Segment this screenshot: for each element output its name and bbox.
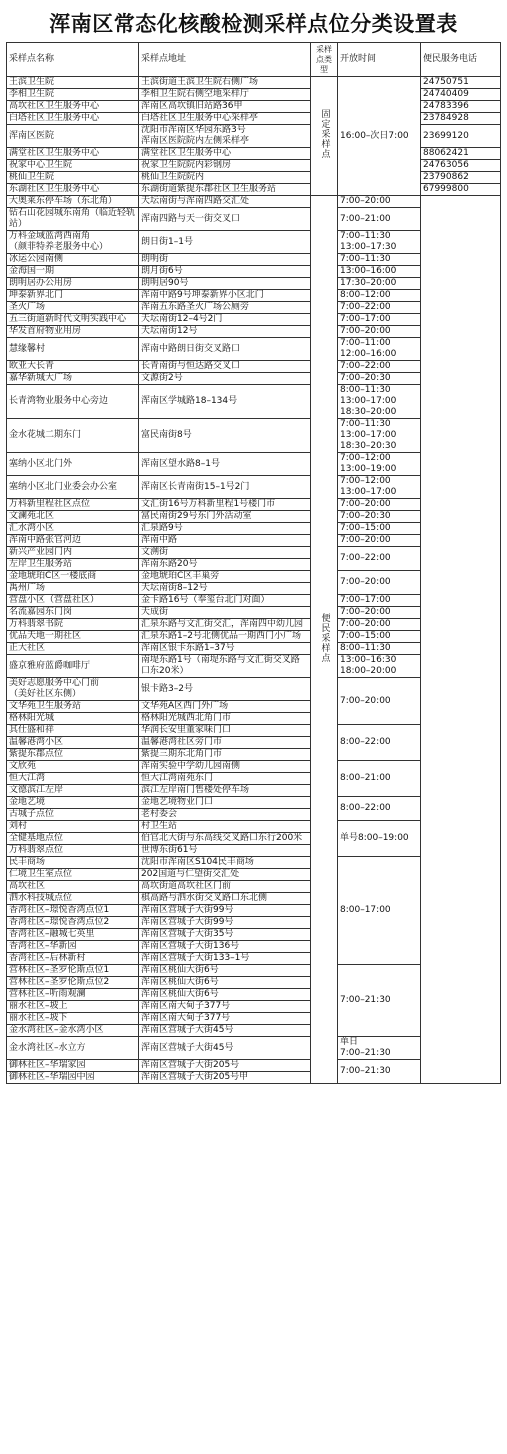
site-hours: 8:00–22:00 — [338, 725, 421, 761]
site-type-fixed — [311, 77, 338, 196]
site-name: 高坎社区卫生服务中心 — [7, 101, 139, 113]
site-phone: 24763056 — [421, 160, 501, 172]
table-body — [7, 77, 501, 1084]
site-address: 高坎街道高坎社区门前 — [139, 881, 311, 893]
table-row — [7, 172, 501, 184]
site-name: 塞纳小区北门外 — [7, 453, 139, 476]
site-hours: 7:00–20:00 — [338, 196, 421, 208]
site-hours: 7:00–20:00 — [338, 607, 421, 619]
site-address: 汇泉东路与文汇街交汇，浑南四中幼儿园 — [139, 619, 311, 631]
site-name: 正大社区 — [7, 643, 139, 655]
site-phone: 24750751 — [421, 77, 501, 89]
site-hours: 7:00–15:00 — [338, 631, 421, 643]
site-name: 满堂社区卫生服务中心 — [7, 148, 139, 160]
site-address: 浑南实验中学幼儿园南侧 — [139, 761, 311, 773]
site-address: 浑南区营城子大街45号 — [139, 1037, 311, 1060]
site-address: 格林阳光城西北角门市 — [139, 713, 311, 725]
site-hours: 单号8:00–19:00 — [338, 821, 421, 857]
header-name: 采样点名称 — [7, 43, 139, 77]
site-address: 文源街2号 — [139, 373, 311, 385]
table-row — [7, 113, 501, 125]
site-hours: 7:00–20:00 — [338, 571, 421, 595]
site-hours: 17:30–20:00 — [338, 278, 421, 290]
site-name: 营林社区–圣罗伦斯点位2 — [7, 977, 139, 989]
table-row — [7, 125, 501, 148]
site-address: 浑南区银卡东路1–37号 — [139, 643, 311, 655]
site-name: 塞纳小区北门业委会办公室 — [7, 476, 139, 499]
page-title: 浑南区常态化核酸检测采样点位分类设置表 — [49, 12, 458, 36]
site-phone-empty — [421, 196, 501, 1084]
site-name: 民丰商场 — [7, 857, 139, 869]
site-address: 天坛南街与浑南四路交汇处 — [139, 196, 311, 208]
site-name: 大奥莱东停车场（东北角） — [7, 196, 139, 208]
site-hours: 7:00–21:00 — [338, 208, 421, 231]
site-address: 金地琥珀C区丰巢旁 — [139, 571, 311, 583]
site-hours: 7:00–22:00 — [338, 302, 421, 314]
site-hours: 7:00–17:00 — [338, 314, 421, 326]
site-name: 香湾社区–后林新村 — [7, 953, 139, 965]
site-name: 紫提东郡点位 — [7, 749, 139, 761]
site-name: 美好志愿服务中心门前 （美好社区东侧） — [7, 678, 139, 701]
site-hours: 7:00–21:30 — [338, 965, 421, 1037]
site-name: 万科翡翠点位 — [7, 845, 139, 857]
site-name: 御林社区–华瑞家园 — [7, 1060, 139, 1072]
site-name: 汇水湾小区 — [7, 523, 139, 535]
site-address: 浑南区学城路18–134号 — [139, 385, 311, 419]
site-name: 营盘小区（营盘社区） — [7, 595, 139, 607]
site-name: 营林社区–听雨观澜 — [7, 989, 139, 1001]
header-phone: 便民服务电话 — [421, 43, 501, 77]
site-hours: 7:00–20:00 — [338, 619, 421, 631]
site-name: 盛京雅府蓝爵咖啡厅 — [7, 655, 139, 678]
site-address: 沈阳市浑南区华园东路3号 浑南区医院院内左侧采样亭 — [139, 125, 311, 148]
site-phone: 24783396 — [421, 101, 501, 113]
site-name: 左岸卫生服务站 — [7, 559, 139, 571]
site-name: 金地琥珀C区一楼底商 — [7, 571, 139, 583]
site-name: 全健基地点位 — [7, 833, 139, 845]
site-name: 桃仙卫生院 — [7, 172, 139, 184]
site-name: 泗水科技城点位 — [7, 893, 139, 905]
site-address: 朗明街 — [139, 254, 311, 266]
table-row — [7, 101, 501, 113]
site-name: 金海国一期 — [7, 266, 139, 278]
site-hours: 7:00–20:00 — [338, 326, 421, 338]
site-hours: 8:00–21:00 — [338, 761, 421, 797]
site-name: 华发首府物业用房 — [7, 326, 139, 338]
table-row — [7, 89, 501, 101]
site-hours: 7:00–12:00 13:00–19:00 — [338, 453, 421, 476]
site-address: 桃仙卫生院院内 — [139, 172, 311, 184]
site-address: 紫提三期东北角门市 — [139, 749, 311, 761]
site-address: 浑南区南大甸子377号 — [139, 1013, 311, 1025]
site-name: 御林社区–华瑞园中园 — [7, 1072, 139, 1084]
site-address: 浑南中路 — [139, 535, 311, 547]
site-address: 伯官北大街与东高线交叉路口东行200米 — [139, 833, 311, 845]
site-hours: 8:00–17:00 — [338, 857, 421, 965]
site-address: 浑南区营城子大街205号 — [139, 1060, 311, 1072]
site-hours: 7:00–11:30 — [338, 254, 421, 266]
site-address: 金卡路16号（奉玺台北门对面） — [139, 595, 311, 607]
site-hours: 7:00–20:00 — [338, 499, 421, 511]
table-row — [7, 148, 501, 160]
site-hours: 7:00–20:30 — [338, 373, 421, 385]
site-address: 浑南区营城子大街45号 — [139, 1025, 311, 1037]
site-name: 东湖社区卫生服务中心 — [7, 184, 139, 196]
site-hours: 7:00–22:00 — [338, 547, 421, 571]
site-name: 恒大江湾 — [7, 773, 139, 785]
site-name: 禹州广场 — [7, 583, 139, 595]
site-phone: 23784928 — [421, 113, 501, 125]
table-row — [7, 184, 501, 196]
table-row — [7, 160, 501, 172]
site-name: 嘉华新城大广场 — [7, 373, 139, 385]
table-header-row — [7, 43, 501, 77]
site-address: 祝家卫生院院内彩钢房 — [139, 160, 311, 172]
site-hours: 7:00–22:00 — [338, 361, 421, 373]
site-address: 浑南区营城子大街205号甲 — [139, 1072, 311, 1084]
site-name: 丽水社区–坡上 — [7, 1001, 139, 1013]
site-name: 香湾社区–璟悦香湾点位1 — [7, 905, 139, 917]
site-address: 浑南区高坎镇旧站路36甲 — [139, 101, 311, 113]
site-name: 祝家中心卫生院 — [7, 160, 139, 172]
site-address: 银卡路3–2号 — [139, 678, 311, 701]
site-name: 名流嘉园东门岗 — [7, 607, 139, 619]
site-name: 温馨港湾小区 — [7, 737, 139, 749]
site-address: 浑南四路与天一街交叉口 — [139, 208, 311, 231]
site-address: 朗明居90号 — [139, 278, 311, 290]
site-address: 浑南区营城子大街133–1号 — [139, 953, 311, 965]
site-address: 浑南东路20号 — [139, 559, 311, 571]
site-name: 浑南中路张官河边 — [7, 535, 139, 547]
site-address: 富民南街29号东门外活动室 — [139, 511, 311, 523]
site-address: 老村委会 — [139, 809, 311, 821]
site-address: 滨江左岸南门售楼处停车场 — [139, 785, 311, 797]
site-name: 坤泰新界北门 — [7, 290, 139, 302]
site-address: 金地艺境物业门口 — [139, 797, 311, 809]
site-address: 汇泉东路1–2号北侧优品一期西门小广场 — [139, 631, 311, 643]
site-address: 李相卫生院右侧空地采样厅 — [139, 89, 311, 101]
site-address: 浑南区桃仙大街6号 — [139, 977, 311, 989]
site-name: 圣火广场 — [7, 302, 139, 314]
site-address: 恒大江湾南苑东门 — [139, 773, 311, 785]
site-name: 香湾社区–璟悦香湾点位2 — [7, 917, 139, 929]
site-type-convenience — [311, 196, 338, 1084]
site-address: 202国道与仁望街交汇处 — [139, 869, 311, 881]
site-name: 其仕盛和祥 — [7, 725, 139, 737]
site-hours: 13:00–16:30 18:00–20:00 — [338, 655, 421, 678]
site-name: 万科翡翠书院 — [7, 619, 139, 631]
site-name: 金地艺境 — [7, 797, 139, 809]
site-address: 白塔社区卫生服务中心采样亭 — [139, 113, 311, 125]
site-hours: 7:00–21:30 — [338, 1060, 421, 1084]
header-hours: 开放时间 — [338, 43, 421, 77]
site-address: 南堤东路1号（南堤东路与文汇街交叉路口东20米） — [139, 655, 311, 678]
site-hours: 7:00–12:00 13:00–17:00 — [338, 476, 421, 499]
site-hours: 8:00–11:30 13:00–17:00 18:30–20:00 — [338, 385, 421, 419]
site-address: 浑南区望水路8–1号 — [139, 453, 311, 476]
table-row — [7, 77, 501, 89]
site-name: 钻石山花园城东南角（临近轻轨站） — [7, 208, 139, 231]
site-name: 五三街道新时代文明实践中心 — [7, 314, 139, 326]
site-address: 浑南区南大甸子377号 — [139, 1001, 311, 1013]
site-name: 欧亚大长青 — [7, 361, 139, 373]
site-name: 王滨卫生院 — [7, 77, 139, 89]
sampling-sites-table — [6, 42, 501, 1084]
site-hours: 7:00–20:30 — [338, 511, 421, 523]
site-phone: 23790862 — [421, 172, 501, 184]
site-address: 浑南区营城子大街99号 — [139, 905, 311, 917]
site-address: 王滨街道王滨卫生院右侧广场 — [139, 77, 311, 89]
site-name: 文华苑卫生服务站 — [7, 701, 139, 713]
site-address: 天坛南街12号 — [139, 326, 311, 338]
site-name: 高坎社区 — [7, 881, 139, 893]
site-name: 金水湾社区–金水湾小区 — [7, 1025, 139, 1037]
site-name: 万科金域蓝湾西南角 （颜菲特养老服务中心） — [7, 231, 139, 254]
site-name: 万科新里程社区点位 — [7, 499, 139, 511]
site-address: 浑南区营城子大街136号 — [139, 941, 311, 953]
site-name: 营林社区–圣罗伦斯点位1 — [7, 965, 139, 977]
site-name: 刘村 — [7, 821, 139, 833]
site-address: 文华苑A区西门外广场 — [139, 701, 311, 713]
site-hours: 8:00–22:00 — [338, 797, 421, 821]
site-name: 古城子点位 — [7, 809, 139, 821]
site-hours-fixed: 16:00–次日7:00 — [338, 77, 421, 196]
header-address: 采样点地址 — [139, 43, 311, 77]
site-address: 浑南中路9号坤泰新界小区北门 — [139, 290, 311, 302]
site-hours: 8:00–12:00 — [338, 290, 421, 302]
site-address: 浑南五东路圣火广场公厕旁 — [139, 302, 311, 314]
site-phone: 24740409 — [421, 89, 501, 101]
site-hours: 7:00–11:30 13:00–17:00 18:30–20:30 — [338, 419, 421, 453]
site-phone: 67999800 — [421, 184, 501, 196]
site-address: 满堂社区卫生服务中心 — [139, 148, 311, 160]
header-type: 采样点类型 — [311, 43, 338, 77]
site-hours: 7:00–20:00 — [338, 678, 421, 725]
site-address: 文溯街 — [139, 547, 311, 559]
site-address: 浑南区营城子大街99号 — [139, 917, 311, 929]
site-address: 天坛南街12–4号2门 — [139, 314, 311, 326]
site-name: 文澜苑北区 — [7, 511, 139, 523]
site-name: 浑南区医院 — [7, 125, 139, 148]
site-address: 富民南街8号 — [139, 419, 311, 453]
site-name: 优品天地一期社区 — [7, 631, 139, 643]
site-address: 世博东街61号 — [139, 845, 311, 857]
table-row — [7, 196, 501, 208]
site-address: 浑南中路朗日街交叉路口 — [139, 338, 311, 361]
site-address: 棋高路与泗水街交叉路口东北侧 — [139, 893, 311, 905]
site-address: 华润长安里董家味门口 — [139, 725, 311, 737]
site-address: 长青南街与恒达路交叉口 — [139, 361, 311, 373]
site-name: 文德滨江左岸 — [7, 785, 139, 797]
site-type-label: 固定采样点 — [319, 109, 330, 159]
site-hours: 7:00–20:00 — [338, 535, 421, 547]
site-address: 汇泉路9号 — [139, 523, 311, 535]
site-name: 新兴产业园门内 — [7, 547, 139, 559]
site-address: 浑南区长青南街15–1号2门 — [139, 476, 311, 499]
site-name: 金水湾社区–水立方 — [7, 1037, 139, 1060]
site-hours: 7:00–17:00 — [338, 595, 421, 607]
site-name: 朗明居办公用房 — [7, 278, 139, 290]
site-hours: 13:00–16:00 — [338, 266, 421, 278]
site-address: 温馨港湾社区旁门市 — [139, 737, 311, 749]
site-address: 浑南区营城子大街35号 — [139, 929, 311, 941]
site-address: 天成街 — [139, 607, 311, 619]
site-name: 长青湾物业服务中心旁边 — [7, 385, 139, 419]
site-hours: 7:00–11:00 12:00–16:00 — [338, 338, 421, 361]
site-hours: 8:00–11:30 — [338, 643, 421, 655]
site-address: 朗月街6号 — [139, 266, 311, 278]
site-address: 东湖街道紫提东郡社区卫生服务站 — [139, 184, 311, 196]
site-hours: 单日 7:00–21:30 — [338, 1037, 421, 1060]
site-address: 朗日街1–1号 — [139, 231, 311, 254]
site-name: 丽水社区–坡下 — [7, 1013, 139, 1025]
site-address: 浑南区桃仙大街6号 — [139, 989, 311, 1001]
site-address: 天坛南街8–12号 — [139, 583, 311, 595]
site-name: 格林阳光城 — [7, 713, 139, 725]
site-name: 香湾社区–华新园 — [7, 941, 139, 953]
site-type-label: 便民采样点 — [319, 612, 330, 663]
site-name: 冰运公园南侧 — [7, 254, 139, 266]
site-phone: 23699120 — [421, 125, 501, 148]
site-hours: 7:00–15:00 — [338, 523, 421, 535]
site-name: 李相卫生院 — [7, 89, 139, 101]
site-name: 金水花城二期东门 — [7, 419, 139, 453]
site-name: 白塔社区卫生服务中心 — [7, 113, 139, 125]
site-name: 慧缘馨村 — [7, 338, 139, 361]
site-name: 文欣苑 — [7, 761, 139, 773]
site-name: 仁境卫生室点位 — [7, 869, 139, 881]
site-phone: 88062421 — [421, 148, 501, 160]
site-address: 浑南区桃仙大街6号 — [139, 965, 311, 977]
site-address: 村卫生站 — [139, 821, 311, 833]
site-name: 香湾社区–融城七英里 — [7, 929, 139, 941]
site-hours: 7:00–11:30 13:00–17:30 — [338, 231, 421, 254]
site-address: 沈阳市浑南区S104民丰商场 — [139, 857, 311, 869]
site-address: 文汇街16号万科新里程1号楼门市 — [139, 499, 311, 511]
